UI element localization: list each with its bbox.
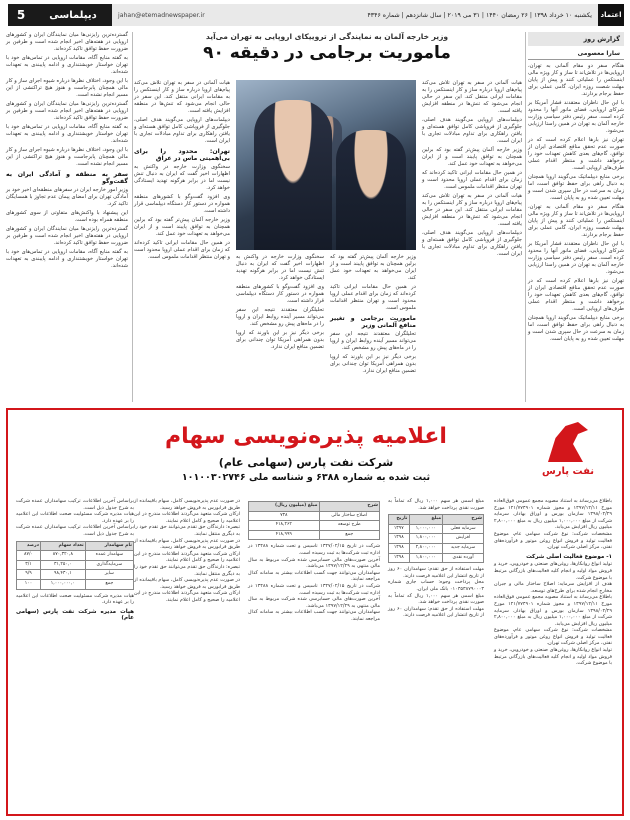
table-cell: ۹/۹	[17, 570, 41, 580]
table-row	[249, 511, 380, 521]
ad-paragraph: سهامداران می‌توانند جهت کسب اطلاعات بیشتر به سامانه کدال مراجعه نمایند.	[248, 609, 380, 622]
ad-paragraph: ارکان شرکت متعهد می‌گردند اطلاعات مندرج در این اعلامیه را صحیح و کامل اعلام نمایند.	[134, 590, 240, 603]
photo-figure-left	[254, 100, 332, 250]
paragraph: دیپلمات‌های اروپایی می‌گویند هدف اصلی، جلوگیری از فروپاشی کامل توافق هسته‌ای و یافتن راهکاری برای تداوم مبادلات تجاری با ایران است.	[422, 117, 522, 144]
paragraph: تحلیلگران معتقدند نتیجه این سفر می‌تواند مسیر آینده روابط ایران و اروپا را در ماه‌های پیش رو مشخص کند.	[330, 331, 416, 351]
table-cell: ۹۸,۴۳۰,۱	[41, 570, 86, 580]
table-cell: ۳/۱	[17, 560, 41, 570]
header-info-bar	[112, 4, 598, 26]
paragraph: سخنگوی وزارت خارجه در واکنش به اظهارات اخیر گفت که ایران به دنبال تنش نیست اما در برابر هرگونه تهدید ایستادگی خواهد کرد.	[134, 164, 230, 191]
report-column	[528, 32, 624, 402]
paragraph: در همین حال مقامات ایرانی تاکید کرده‌اند که زمان برای اقدام عملی اروپا محدود است و تهران منتظر اقدامات ملموس است.	[134, 240, 230, 260]
paragraph: وزیر خارجه آلمان پیش‌تر گفته بود که برلین همچنان به توافق پایبند است و از ایران می‌خواهد به تعهدات خود عمل کند.	[134, 217, 230, 237]
horse-logo-icon	[543, 422, 593, 462]
table-cell: ۱۰۰	[17, 579, 41, 589]
lead-headline-block	[132, 32, 522, 63]
ad-paragraph: هیات مدیره شرکت مسئولیت صحت اطلاعات این اعلامیه را بر عهده دارد.	[16, 592, 134, 606]
ad-column-4	[134, 498, 240, 806]
ad-paragraph: هیات مدیره شرکت مسئولیت صحت اطلاعات این اعلامیه را بر عهده دارد.	[16, 511, 134, 524]
subheading: تهران: محدود را برای بی‌اهمیتی ماس در عراق	[134, 148, 230, 162]
ad-paragraph: آخرین صورت‌های مالی حسابرسی شده شرکت مربوط به سال مالی منتهی به ۱۳۹۷/۱۲/۲۹ می‌باشد.	[248, 556, 380, 570]
table-row	[249, 530, 380, 540]
logo-text: نفت پارس	[541, 466, 595, 477]
ad-signature: هیات مدیره شرکت نفت پارس (سهامی عام)	[16, 608, 134, 622]
table-cell: ۲,۸۰۰,۰۰۰	[409, 543, 443, 553]
nafte-pars-logo	[526, 422, 610, 492]
ad-paragraph: مهلت استفاده از حق تقدم: سهامداران ۶۰ روز از تاریخ انتشار این اعلامیه فرصت دارند.	[388, 605, 484, 619]
table-header: شرح	[319, 502, 379, 512]
paragraph: برخی منابع دیپلماتیک می‌گویند اروپا همچنان به دنبال راهی برای حفظ توافق است، اما زمان به سرعت در حال سپری شدن است و مهلت تعیین شده رو به پایان است.	[528, 174, 624, 201]
table-cell: جمع	[319, 530, 379, 540]
ad-paragraph: باطلاع می‌رساند به استناد مصوبه مجمع عمومی فوق‌العاده مورخ ۱۳۹۷/۱۲/۱۱ و مجوز شماره ۱۲۱/۷۷۴۹۰۱ مورخ ۱۳۹۸/۰۲/۲۹ سازمان بورس و اوراق بهادار، سرمایه شرکت از مبلغ ۱,۰۰۰,۰۰۰ میلیون ریال به مبلغ ۲,۸۰۰,۰۰۰ میلیون ریال افزایش می‌یابد.	[494, 594, 612, 627]
ad-column-3	[248, 498, 380, 806]
paragraph: هنگام سفر دو مقام آلمانی به تهران، اروپایی‌ها در تلاش‌اند تا ساز و کار ویژه مالی اینستکس را عملیاتی کنند و پیش از پایان مهلت شصت روزه ایران، گامی عملی برای حفظ برجام بردارند.	[528, 204, 624, 238]
table-row	[17, 570, 134, 580]
paragraph: به گفته منابع آگاه، مقامات اروپایی در تماس‌های خود با تهران خواستار خویشتنداری و ادامه پایبندی به تعهدات شده‌اند.	[6, 55, 128, 75]
masthead-logo: اعتماد	[598, 4, 624, 26]
table-cell: سهامدار عمده	[85, 551, 133, 561]
capital-table	[388, 514, 484, 563]
ad-paragraph: تولید انواع روانکارها، روغن‌های صنعتی و خودرویی، خرید و فروش مواد اولیه و انجام کلیه فعالیت‌های بازرگانی مرتبط با موضوع شرکت.	[494, 561, 612, 581]
page-number: 5	[6, 4, 34, 26]
ad-column-5	[16, 498, 134, 806]
ad-paragraph: شرکت در تاریخ ۱۳۴۷/۰۲/۱۵ تاسیس و تحت شماره ۱۳۴۸۸ در اداره ثبت شرکت‌ها به ثبت رسیده است.	[248, 582, 380, 596]
table-header: مبلغ (میلیون ریال)	[249, 502, 320, 512]
table-row	[389, 553, 484, 563]
lead-column-3	[236, 254, 324, 402]
paragraph: تهران نیز بارها اعلام کرده است که در صورت عدم تحقق منافع اقتصادی ایران از توافق، گام‌های بعدی کاهش تعهدات خود را برخواهد داشت و منتظر اقدام عملی طرف‌های اروپایی است.	[528, 137, 624, 171]
ad-company-name: شرکت نفت پارس (سهامی عام)	[218, 456, 394, 469]
column-divider	[525, 32, 526, 402]
paragraph: هیات آلمانی در سفر به تهران تلاش می‌کند پیام‌های اروپا درباره ساز و کار اینستکس را به مقامات ایرانی منتقل کند. این سفر در حالی انجام می‌شود که تنش‌ها در منطقه افزایش یافته است.	[422, 80, 522, 114]
lead-photo	[236, 80, 416, 250]
paragraph: دیپلمات‌های اروپایی می‌گویند هدف اصلی، جلوگیری از فروپاشی کامل توافق هسته‌ای و یافتن راهکاری برای تداوم مبادلات تجاری با ایران است.	[422, 230, 522, 257]
table-cell: ۱,۸۰۰,۰۰۰	[409, 534, 443, 544]
paragraph: با این وجود، اختلاف نظرها درباره شیوه اجرای ساز و کار مالی همچنان پابرجاست و هنوز هیچ تراکنشی از این مسیر انجام نشده است.	[6, 78, 128, 98]
main-headline: ماموریت برجامی در دقیقه ۹۰	[203, 43, 451, 63]
table-cell: طرح توسعه	[319, 521, 379, 531]
table-header: شرح	[443, 515, 484, 525]
ad-title: اعلامیه پذیره‌نویسی سهام	[165, 424, 447, 449]
paragraph: برخی منابع دیپلماتیک می‌گویند اروپا همچنان به دنبال راهی برای حفظ توافق است، اما زمان به سرعت در حال سپری شدن است و مهلت تعیین شده رو به پایان است.	[528, 315, 624, 342]
ad-registration: ثبت شده به شماره ۶۳۸۸ و شناسه ملی ۱۰۱۰۰۳۰۲۷۴۶	[181, 472, 431, 483]
ad-subheading: ۱- موضوع فعالیت اصلی شرکت	[526, 553, 612, 560]
paragraph: وی افزود گفت‌وگو با کشورهای منطقه همواره در دستور کار دستگاه دیپلماسی قرار داشته است.	[236, 284, 324, 304]
table-row	[17, 551, 134, 561]
paragraph: گسترده‌ترین رایزنی‌ها میان نمایندگان ایران و کشورهای اروپایی در هفته‌های اخیر انجام شده است و طرفین بر ضرورت حفظ توافق تاکید کرده‌اند.	[6, 101, 128, 121]
table-cell: افزایش	[443, 534, 484, 544]
table-cell: ۱,۸۰۰,۰۰۰	[409, 553, 443, 563]
table-cell: ۱۳۹۸	[389, 534, 410, 544]
ad-paragraph: تولید انواع روانکارها، روغن‌های صنعتی و خودرویی، خرید و فروش مواد اولیه و انجام کلیه فعالیت‌های بازرگانی مرتبط با موضوع شرکت.	[494, 647, 612, 667]
table-header: درصد	[17, 541, 41, 551]
table-cell: ۸۷/۰	[17, 551, 41, 561]
paragraph: تحلیلگران معتقدند نتیجه این سفر می‌تواند مسیر آینده روابط ایران و اروپا را در ماه‌های پیش رو مشخص کند.	[236, 307, 324, 327]
paragraph: با این حال ناظران معتقدند فشار آمریکا بر شرکای اروپایی، فضای مانور آنها را محدود کرده است. سفر رئیس دفتر سیاسی وزارت خارجه آلمان به تهران در همین راستا ارزیابی می‌شود.	[528, 241, 624, 275]
paragraph: هیات آلمانی در سفر به تهران تلاش می‌کند پیام‌های اروپا درباره ساز و کار اینستکس را به مقامات ایرانی منتقل کند. این سفر در حالی انجام می‌شود که تنش‌ها در منطقه افزایش یافته است.	[422, 193, 522, 227]
ad-paragraph: مهلت استفاده از حق تقدم: سهامداران ۶۰ روز از تاریخ انتشار این اعلامیه فرصت دارند.	[388, 566, 484, 579]
paragraph: برخی دیگر نیز بر این باورند که اروپا بدون همراهی آمریکا توان چندانی برای تضمین منافع ایران ندارد.	[330, 354, 416, 374]
section-email[interactable]: jahan@etemadnewspaper.ir	[118, 11, 205, 19]
paragraph: این پیشنهاد با واکنش‌های متفاوتی از سوی کشورهای منطقه همراه بوده است.	[6, 210, 128, 223]
table-cell: سرمایه فعلی	[443, 524, 484, 534]
table-row	[17, 579, 134, 589]
ad-paragraph: سهامداران می‌توانند جهت کسب اطلاعات بیشتر به سامانه کدال مراجعه نمایند.	[248, 569, 380, 583]
table-cell: آورده نقدی	[443, 553, 484, 563]
paragraph: دیپلمات‌های اروپایی می‌گویند هدف اصلی، جلوگیری از فروپاشی کامل توافق هسته‌ای و یافتن راهکاری برای تداوم مبادلات تجاری با ایران است.	[134, 117, 230, 144]
ad-paragraph: در صورت عدم پذیره‌نویسی کامل، سهام باقیمانده از طریق فرابورس به فروش خواهد رسید.	[134, 537, 240, 551]
ad-column-2	[388, 498, 484, 806]
paragraph: در همین حال مقامات ایرانی تاکید کرده‌اند که زمان برای اقدام عملی اروپا محدود است و تهران منتظر اقدامات ملموس است.	[422, 170, 522, 190]
ad-paragraph: براساس آخرین اطلاعات، ترکیب سهامداران عمده شرکت به شرح جدول ذیل است.	[16, 498, 134, 511]
table-cell: ۴۱۸,۲۶۲	[249, 521, 320, 531]
section-label: گزارش روز	[528, 32, 624, 46]
paragraph: وزیر خارجه آلمان پیش‌تر گفته بود که برلین همچنان به توافق پایبند است و از ایران می‌خواهد به تعهدات خود عمل کند.	[422, 147, 522, 167]
left-news-column	[6, 32, 128, 402]
paragraph: با این وجود، اختلاف نظرها درباره شیوه اجرای ساز و کار مالی همچنان پابرجاست و هنوز هیچ تراکنشی از این مسیر انجام نشده است.	[6, 147, 128, 167]
ad-paragraph: شرکت در تاریخ ۱۳۴۷/۰۲/۱۵ تاسیس و تحت شماره ۱۳۴۸۸ در اداره ثبت شرکت‌ها به ثبت رسیده است.	[248, 543, 380, 556]
table-cell: اصلاح ساختار مالی	[319, 511, 379, 521]
table-row	[17, 560, 134, 570]
ad-paragraph: باطلاع می‌رساند به استناد مصوبه مجمع عمومی فوق‌العاده مورخ ۱۳۹۷/۱۲/۱۱ و مجوز شماره ۱۲۱/۷۷۴۹۰۱ مورخ ۱۳۹۸/۰۲/۲۹ سازمان بورس و اوراق بهادار، سرمایه شرکت از مبلغ ۱,۰۰۰,۰۰۰ میلیون ریال به مبلغ ۲,۸۰۰,۰۰۰ میلیون ریال افزایش می‌یابد.	[494, 498, 612, 531]
paragraph: گسترده‌ترین رایزنی‌ها میان نمایندگان ایران و کشورهای اروپایی در هفته‌های اخیر انجام شده است و طرفین بر ضرورت حفظ توافق تاکید کرده‌اند.	[6, 226, 128, 246]
paragraph: وزیر امور خارجه ایران در سفرهای منطقه‌ای اخیر خود بر آمادگی تهران برای امضای پیمان عدم تجاوز با همسایگان تاکید کرد.	[6, 187, 128, 207]
byline: سارا معصومی	[528, 48, 624, 60]
paragraph: تهران نیز بارها اعلام کرده است که در صورت عدم تحقق منافع اقتصادی ایران از توافق، گام‌های بعدی کاهش تعهدات خود را برخواهد داشت و منتظر اقدام عملی طرف‌های اروپایی است.	[528, 278, 624, 312]
table-row	[389, 524, 484, 534]
lead-column-2	[330, 254, 416, 402]
table-cell: سایر	[85, 570, 133, 580]
ad-paragraph: تبصره: دارندگان حق تقدم می‌توانند حق تقدم خود را به دیگری منتقل نمایند.	[134, 524, 240, 537]
table-cell: ۸۷۰,۳۲۰,۸	[41, 551, 86, 561]
paragraph: برخی دیگر نیز بر این باورند که اروپا بدون همراهی آمریکا توان چندانی برای تضمین منافع ایران ندارد.	[236, 330, 324, 350]
table-row	[249, 521, 380, 531]
shareholders-table	[16, 541, 134, 590]
table-cell: سرمایه جدید	[443, 543, 484, 553]
report-body	[528, 63, 624, 343]
table-row	[389, 543, 484, 553]
ad-paragraph: مشخصات شرکت: نوع شرکت سهامی عام، موضوع فعالیت تولید و فروش انواع روغن موتور و فرآورده‌های نفتی، مرکز اصلی شرکت تهران.	[494, 627, 612, 647]
issue-info: یکشنبه ۱۰ خرداد ۱۳۹۸ | ۲۶ رمضان ۱۴۴۰ | ۳۱ می ۲۰۱۹ | سال شانزدهم | شماره ۴۳۴۶	[367, 11, 592, 19]
paragraph: در همین حال مقامات ایرانی تاکید کرده‌اند که زمان برای اقدام عملی اروپا محدود است و تهران منتظر اقدامات ملموس است.	[330, 284, 416, 311]
section-title: دیپلماسی	[34, 4, 112, 26]
table-header: مبلغ	[409, 515, 443, 525]
paragraph: سخنگوی وزارت خارجه در واکنش به اظهارات اخیر گفت که ایران به دنبال تنش نیست اما در برابر هرگونه تهدید ایستادگی خواهد کرد.	[236, 254, 324, 281]
table-cell: ۴۱۸,۹۹۹	[249, 530, 320, 540]
table-cell: ۷۳۸	[249, 511, 320, 521]
ad-paragraph: مبلغ اسمی هر سهم ۱,۰۰۰ ریال که تماماً به صورت نقدی پرداخت خواهد شد.	[388, 592, 484, 606]
lead-column-1	[422, 80, 522, 402]
paragraph: به گفته منابع آگاه، مقامات اروپایی در تماس‌های خود با تهران خواستار خویشتنداری و ادامه پایبندی به تعهدات شده‌اند.	[6, 249, 128, 269]
ad-paragraph: مبلغ اسمی هر سهم ۱,۰۰۰ ریال که تماماً به صورت نقدی پرداخت خواهد شد.	[388, 498, 484, 511]
ad-paragraph: آخرین صورت‌های مالی حسابرسی شده شرکت مربوط به سال مالی منتهی به ۱۳۹۷/۱۲/۲۹ می‌باشد.	[248, 596, 380, 609]
ad-column-1	[494, 498, 612, 806]
table-header: تاریخ	[389, 515, 410, 525]
table-cell: ۳۱,۲۵۰,۰	[41, 560, 86, 570]
table-cell: ۱,۰۰۰,۰۰۰	[409, 524, 443, 534]
ad-paragraph: براساس آخرین اطلاعات، ترکیب سهامداران عمده شرکت به شرح جدول ذیل است.	[16, 524, 134, 537]
table-cell: جمع	[85, 579, 133, 589]
paragraph: وزیر خارجه آلمان پیش‌تر گفته بود که برلین همچنان به توافق پایبند است و از ایران می‌خواهد به تعهدات خود عمل کند.	[330, 254, 416, 281]
paragraph: به گفته منابع آگاه، مقامات اروپایی در تماس‌های خود با تهران خواستار خویشتنداری و ادامه پایبندی به تعهدات شده‌اند.	[6, 124, 128, 144]
ad-paragraph: ارکان شرکت متعهد می‌گردند اطلاعات مندرج در این اعلامیه را صحیح و کامل اعلام نمایند.	[134, 511, 240, 524]
table-cell: ۱۳۹۸	[389, 553, 410, 563]
paragraph: وی افزود گفت‌وگو با کشورهای منطقه همواره در دستور کار دستگاه دیپلماسی قرار داشته است.	[134, 194, 230, 214]
table-row	[389, 534, 484, 544]
ad-paragraph: هدف از افزایش سرمایه: اصلاح ساختار مالی و جبران مخارج انجام شده برای طرح‌های توسعه.	[494, 581, 612, 594]
ad-paragraph: ارکان شرکت متعهد می‌گردند اطلاعات مندرج در این اعلامیه را صحیح و کامل اعلام نمایند.	[134, 550, 240, 564]
paragraph: با این حال ناظران معتقدند فشار آمریکا بر شرکای اروپایی، فضای مانور آنها را محدود کرده است. سفر رئیس دفتر سیاسی وزارت خارجه آلمان به تهران در همین راستا ارزیابی می‌شود.	[528, 100, 624, 134]
page-header	[6, 4, 624, 26]
subheading: سفر به منطقه و آمادگی ایران به گفت‌وگو	[6, 171, 128, 185]
table-cell: ۱۳۹۷	[389, 524, 410, 534]
column-divider	[132, 32, 133, 402]
ad-paragraph: مشخصات شرکت: نوع شرکت سهامی عام، موضوع فعالیت تولید و فروش انواع روغن موتور و فرآورده‌های نفتی، مرکز اصلی شرکت تهران.	[494, 530, 612, 551]
fund-usage-table	[248, 501, 380, 540]
ad-paragraph: تبصره: دارندگان حق تقدم می‌توانند حق تقدم خود را به دیگری منتقل نمایند.	[134, 563, 240, 577]
table-header: تعداد سهام	[41, 541, 86, 551]
table-cell: سرمایه‌گذاری	[85, 560, 133, 570]
subheading: ماموریت برجامی و تغییر منافع آلمانی وزیر	[330, 315, 416, 329]
table-cell: ۱,۰۰۰,۰۰۰,۰	[41, 579, 86, 589]
ad-paragraph: محل پرداخت وجوه: حساب جاری شماره ۰۱۰۳۵۳۸۷۹۰۰۰۳ بانک ملی ایران.	[388, 579, 484, 592]
kicker: وزیر خارجه آلمان به نمایندگی از تروییکای اروپایی به تهران می‌آید	[205, 32, 449, 41]
paragraph: گسترده‌ترین رایزنی‌ها میان نمایندگان ایران و کشورهای اروپایی در هفته‌های اخیر انجام شده است و طرفین بر ضرورت حفظ توافق تاکید کرده‌اند.	[6, 32, 128, 52]
lead-column-4	[134, 80, 230, 402]
ad-paragraph: در صورت عدم پذیره‌نویسی کامل، سهام باقیمانده از طریق فرابورس به فروش خواهد رسید.	[134, 498, 240, 511]
photo-figure-right	[336, 130, 406, 250]
paragraph: هیات آلمانی در سفر به تهران تلاش می‌کند پیام‌های اروپا درباره ساز و کار اینستکس را به مقامات ایرانی منتقل کند. این سفر در حالی انجام می‌شود که تنش‌ها در منطقه افزایش یافته است.	[134, 80, 230, 114]
ad-paragraph: در صورت عدم پذیره‌نویسی کامل، سهام باقیمانده از طریق فرابورس به فروش خواهد رسید.	[134, 577, 240, 590]
share-offering-ad	[6, 408, 624, 816]
table-cell: ۱۳۹۸	[389, 543, 410, 553]
paragraph: هنگام سفر دو مقام آلمانی به تهران، اروپایی‌ها در تلاش‌اند تا ساز و کار ویژه مالی اینستکس را عملیاتی کنند و پیش از پایان مهلت شصت روزه ایران، گامی عملی برای حفظ برجام بردارند.	[528, 63, 624, 97]
table-header: نام سهامدار	[85, 541, 133, 551]
